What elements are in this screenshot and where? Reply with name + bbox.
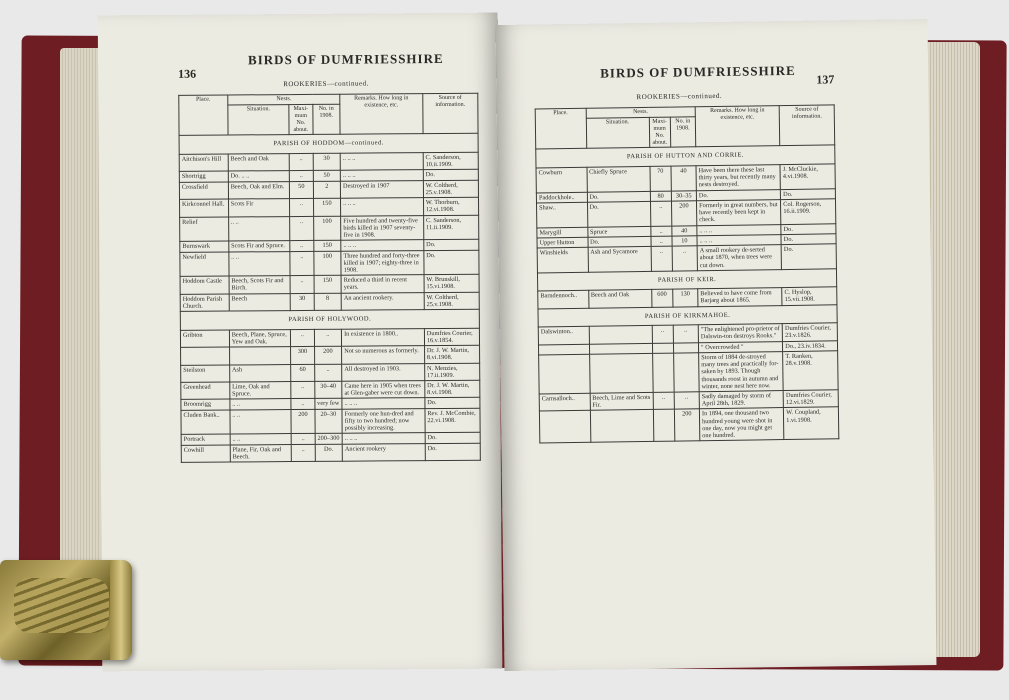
cell-no1908: 8	[314, 293, 342, 311]
cell-source: Do.	[425, 433, 480, 444]
cell-situation: Chiefly Spruce	[587, 166, 650, 192]
table-row	[180, 328, 479, 348]
cell-source: Do.	[424, 240, 479, 251]
cell-place: Carnsalloch..	[539, 393, 590, 411]
header-max: Maxi-mum No. about.	[649, 117, 670, 148]
cell-no1908: 200–300	[315, 434, 343, 444]
cell-situation: Beech, Plane, Spruce, Yew and Oak.	[229, 329, 291, 347]
cell-source: Rev. J. McCombie, 22.vi.1908.	[425, 408, 480, 433]
cell-max: ..	[290, 216, 313, 241]
cell-no1908	[673, 342, 698, 353]
cell-place	[539, 411, 590, 444]
cell-source: Dumfries Courier, 23.v.1826.	[782, 323, 837, 341]
cell-source: W. Brunskill, 15.vi.1908.	[424, 274, 479, 292]
cell-remarks: Believed to have come from Barjarg about 1865.	[698, 288, 782, 307]
cell-source: Do., 23.iv.1834.	[783, 340, 838, 351]
parish-heading: PARISH OF KEIR.	[537, 269, 836, 292]
cell-no1908: Do.	[315, 444, 343, 462]
left-page	[98, 13, 503, 672]
cell-max: ..	[291, 329, 314, 347]
cell-situation: Scots Fir and Spruce.	[229, 241, 291, 252]
cell-remarks: .. .. ..	[697, 234, 781, 245]
cell-situation: Beech, Lime and Scots Fir.	[590, 392, 653, 410]
header-nests: Nests.	[228, 94, 340, 105]
cell-place: Cowhill	[181, 445, 230, 463]
cell-remarks: Three hundred and forty-three killed in 1907; eighty-three in 1908.	[341, 250, 424, 275]
cell-source: Do.	[781, 244, 836, 269]
page-number: 136	[178, 66, 197, 81]
cell-no1908: 150	[314, 275, 342, 293]
cell-max	[652, 343, 673, 354]
cell-situation	[589, 353, 653, 393]
cell-no1908: 20–30	[315, 409, 343, 434]
cell-situation: Beech, Oak and Elm.	[228, 181, 290, 199]
table-row	[180, 292, 479, 312]
brass-hand-relief	[14, 578, 109, 633]
cell-situation: Ash	[229, 364, 291, 382]
cell-source: Dumfries Courier, 16.v.1854.	[424, 328, 479, 346]
cell-max: ..	[650, 201, 671, 226]
cell-place: Barndennoch..	[538, 290, 589, 308]
header-source: Source of information.	[779, 105, 834, 146]
cell-place: Marygill	[537, 227, 588, 238]
cell-place: Portrack	[181, 434, 230, 445]
cell-remarks: .. .. ..	[342, 398, 425, 409]
cell-place: Steilston	[181, 365, 230, 383]
cell-remarks: Reduced a third in recent years.	[341, 275, 424, 293]
header-situation: Situation.	[586, 117, 650, 148]
cell-no1908: 200	[314, 346, 342, 364]
cell-place: Aitchison's Hill	[179, 154, 228, 172]
cell-remarks: Destroyed in 1907	[341, 180, 424, 198]
table-row	[180, 250, 479, 277]
cell-situation: Beech and Oak	[588, 290, 651, 308]
cell-situation: Do.	[587, 191, 650, 202]
cell-max: ..	[653, 392, 674, 410]
cell-remarks: In existence in 1800..	[342, 328, 425, 346]
cell-place: Upper Hutton	[537, 237, 588, 248]
cell-no1908: 10	[672, 236, 697, 247]
cell-no1908: ..	[674, 392, 700, 410]
cell-place	[181, 347, 230, 365]
cell-max: ..	[651, 246, 672, 271]
cell-situation	[589, 326, 652, 344]
cell-place: Hoddom Castle	[180, 276, 229, 294]
cell-source: T. Ranken, 28.v.1908.	[783, 351, 838, 391]
cell-situation: .. ..	[230, 409, 292, 434]
table-row	[181, 408, 480, 435]
cell-max	[652, 353, 674, 392]
header-remarks: Remarks. How long in existence, etc.	[340, 94, 423, 135]
cell-no1908: 2	[313, 181, 341, 199]
cell-source: C. Sanderson, 10.ii.1909.	[423, 152, 478, 170]
parish-heading: PARISH OF HUTTON AND CORRIE.	[536, 145, 835, 168]
cell-max: ..	[289, 153, 312, 171]
table-row	[180, 274, 479, 294]
cell-place: Broomrigg	[181, 399, 230, 410]
table-row	[180, 215, 479, 242]
cell-max: ..	[291, 381, 314, 399]
parish-heading: PARISH OF HOLYWOOD.	[180, 309, 479, 330]
cell-remarks: .. .. ..	[341, 240, 424, 251]
cell-source: W. Thorburn, 12.vi.1908.	[423, 197, 478, 215]
cell-source: Do.	[425, 398, 480, 409]
cell-max: ..	[290, 276, 313, 294]
cell-source: Do.	[781, 223, 836, 234]
table-row	[181, 380, 480, 400]
table-row	[179, 180, 478, 200]
cell-no1908: 100	[313, 251, 341, 276]
cell-max: ..	[290, 241, 313, 251]
cell-max: ..	[652, 325, 673, 343]
header-source: Source of information.	[423, 93, 478, 134]
right-page	[496, 19, 937, 671]
cell-place: Shaw..	[536, 202, 587, 227]
cell-remarks: "The enlightened pro-prietor of Dalswin-ton destroys Rooks."	[698, 324, 782, 343]
cell-place: Newfield	[180, 251, 229, 276]
cell-max: ..	[291, 444, 314, 462]
cell-remarks: Sadly damaged by storm of April 28th, 1829.	[699, 391, 783, 410]
cell-remarks: .. .. ..	[341, 198, 424, 216]
cell-source: Do.	[425, 443, 480, 461]
cell-no1908: ..	[672, 246, 698, 271]
cell-place: Gribton	[180, 330, 229, 348]
cell-remarks: Have been there these last thirty years, but recently many nests destroyed.	[696, 165, 781, 191]
cell-no1908: 30	[313, 153, 341, 171]
table-row	[181, 443, 480, 463]
cell-no1908: ..	[673, 325, 699, 343]
cell-source: C. Hyslop, 15.vii.1908.	[782, 287, 837, 305]
cell-source: Do.	[781, 188, 836, 199]
cell-remarks: Formerly one hun-dred and fifty to two hundred; now possibly increasing.	[342, 408, 425, 433]
cell-no1908: 40	[672, 225, 697, 236]
cell-remarks: Five hundred and twenty-five birds killed in 1907 seventy-five in 1908.	[341, 215, 424, 240]
cell-max: ..	[290, 198, 313, 216]
cell-place: Winshields	[537, 247, 588, 272]
cell-place: Crossfield	[179, 182, 228, 200]
cell-max: 50	[290, 181, 313, 199]
cell-situation: .. ..	[229, 251, 291, 276]
cell-max: ..	[651, 226, 672, 237]
cell-no1908: 40	[671, 166, 697, 191]
cell-no1908: 100	[313, 216, 341, 241]
running-title: BIRDS OF DUMFRIESSHIRE	[247, 50, 444, 68]
cell-place: Paddockhole..	[536, 192, 587, 203]
cell-no1908: 50	[313, 171, 341, 181]
parish-heading: PARISH OF HODDOM—continued.	[179, 134, 478, 155]
cell-max: 60	[291, 364, 314, 382]
header-place: Place.	[535, 108, 586, 149]
header-situation: Situation.	[228, 104, 290, 135]
cell-source: Col. Rogerson, 16.ii.1909.	[781, 199, 836, 224]
header-no1908: No. in 1908.	[670, 117, 696, 148]
cell-place: Cowburn	[536, 167, 587, 192]
cell-max: 70	[650, 166, 671, 191]
cell-place: Shortrigg	[179, 171, 228, 182]
cell-remarks: .. .. ..	[340, 170, 423, 181]
rookeries-table	[535, 104, 840, 444]
cell-no1908: 150	[313, 198, 341, 216]
cell-situation: Beech and Oak	[228, 153, 290, 171]
cell-source: C. Sanderson, 11.ii.1909.	[423, 215, 478, 240]
brass-book-weight	[0, 560, 132, 660]
cell-remarks: All destroyed in 1903.	[342, 363, 425, 381]
cell-situation: Do. .. ..	[228, 171, 290, 182]
cell-max: 30	[290, 293, 313, 311]
cell-situation: Ash and Sycamore	[588, 246, 651, 272]
cell-max: 200	[291, 409, 314, 434]
cell-no1908: 130	[672, 289, 698, 307]
header-max: Maxi-mum No. about.	[289, 104, 313, 135]
cell-no1908: 30–35	[671, 190, 696, 201]
cell-source: Dr. J. W. Martin, 8.vi.1908.	[424, 345, 479, 363]
cell-source: Do.	[781, 234, 836, 245]
cell-remarks: Ancient rookery	[342, 443, 425, 461]
section-subheading: ROOKERIES—continued.	[283, 79, 369, 89]
rookeries-table	[178, 93, 481, 463]
table-row	[181, 345, 480, 365]
table-row	[180, 197, 479, 217]
cell-place: Greenhead	[181, 382, 230, 400]
cell-no1908: very few	[314, 399, 342, 409]
cell-place: Hoddom Parish Church.	[180, 294, 229, 312]
cell-remarks: .. .. ..	[342, 433, 425, 444]
cell-max: 300	[291, 346, 314, 364]
table-row	[539, 351, 839, 394]
cell-place: Kirkconnel Hall.	[180, 199, 229, 217]
header-nests: Nests.	[586, 107, 696, 118]
cell-max	[653, 410, 674, 442]
running-title: BIRDS OF DUMFRIESSHIRE	[600, 62, 796, 81]
cell-place: Dalswinton..	[538, 326, 589, 344]
cell-situation: Spruce	[587, 226, 650, 237]
cell-remarks: Came here in 1905 when trees at Glen-gaber were cut down.	[342, 381, 425, 399]
cell-remarks: .. .. ..	[697, 224, 781, 235]
cell-remarks: Do.	[696, 189, 780, 200]
cell-situation: .. ..	[230, 399, 292, 410]
cell-source: W. Coupland, 1.vi.1908.	[784, 407, 839, 440]
cell-situation: Beech, Scots Fir and Birch.	[229, 276, 291, 294]
cell-situation: Beech	[229, 293, 291, 311]
header-remarks: Remarks. How long in existence, etc.	[695, 106, 780, 148]
cell-situation: Scots Fir	[228, 199, 290, 217]
cell-max: ..	[291, 399, 314, 409]
cell-no1908: ..	[314, 364, 342, 382]
cell-situation: .. ..	[228, 216, 290, 241]
cell-source: Do.	[423, 170, 478, 181]
cell-place	[538, 344, 589, 355]
cell-max: ..	[651, 236, 672, 247]
cell-max: 80	[650, 191, 671, 202]
cell-max: ..	[290, 251, 313, 276]
page-number: 137	[816, 72, 835, 87]
parish-heading: PARISH OF KIRKMAHOE.	[538, 304, 837, 327]
cell-source: Dumfries Courier, 12.vi.1829.	[783, 390, 838, 408]
cell-source: W. Coltherd, 25.v.1908.	[424, 292, 479, 310]
cell-place: Cluden Bank..	[181, 410, 230, 435]
cell-situation: Do.	[587, 201, 650, 227]
cell-situation: Do.	[588, 236, 651, 247]
cell-situation	[590, 410, 654, 443]
cell-no1908: 150	[313, 240, 341, 250]
section-subheading: ROOKERIES—continued.	[636, 91, 723, 102]
cell-place: Relief	[180, 217, 229, 242]
cell-no1908	[673, 353, 699, 393]
cell-source: J. McCluckie, 4.vi.1908.	[780, 164, 835, 189]
cell-situation: .. ..	[230, 434, 292, 445]
cell-no1908: 200	[674, 409, 700, 441]
cell-source: N. Menzies, 17.ii.1909.	[424, 363, 479, 381]
table-row	[539, 407, 838, 443]
cell-place	[539, 354, 590, 394]
cell-situation: Lime, Oak and Spruce.	[230, 382, 292, 400]
cell-source: Dr. J. W. Martin, 8.vi.1908.	[425, 380, 480, 398]
cell-source: Do.	[424, 250, 479, 275]
cell-remarks: Storm of 1884 de-stroyed many trees and practically for-saken by 1893. Though thousands roost in autumn and winter, none nest here now.	[699, 351, 784, 391]
cell-situation: Plane, Fir, Oak and Beech.	[230, 444, 292, 462]
cell-remarks: In 1894, one thousand two hundred young were shot in one day, now you might get one hundred.	[699, 408, 784, 441]
cell-max: 600	[651, 289, 672, 307]
cell-no1908: 30–40	[314, 381, 342, 399]
cell-max: ..	[290, 171, 313, 181]
cell-remarks: .. .. ..	[340, 153, 423, 171]
cell-situation	[229, 347, 291, 365]
cell-remarks: A small rookery de-serted about 1870, when trees were cut down.	[697, 245, 782, 271]
header-place: Place.	[179, 95, 228, 136]
cell-source: W. Coltherd, 25.v.1908.	[423, 180, 478, 198]
cell-no1908: 200	[671, 201, 697, 226]
cell-remarks: An ancient rookery.	[341, 292, 424, 310]
header-no1908: No. in 1908.	[312, 104, 340, 135]
cell-no1908: ..	[314, 329, 342, 347]
cell-remarks: " Overcrowded "	[698, 341, 782, 352]
table-row	[181, 363, 480, 383]
cell-remarks: Not so numerous as formerly.	[342, 346, 425, 364]
cell-max: ..	[291, 434, 314, 444]
cell-remarks: Formerly in great numbers, but have recently been kept in check.	[696, 199, 781, 225]
brass-rim	[110, 560, 132, 660]
table-row	[179, 152, 478, 172]
cell-place: Burnswark	[180, 241, 229, 252]
